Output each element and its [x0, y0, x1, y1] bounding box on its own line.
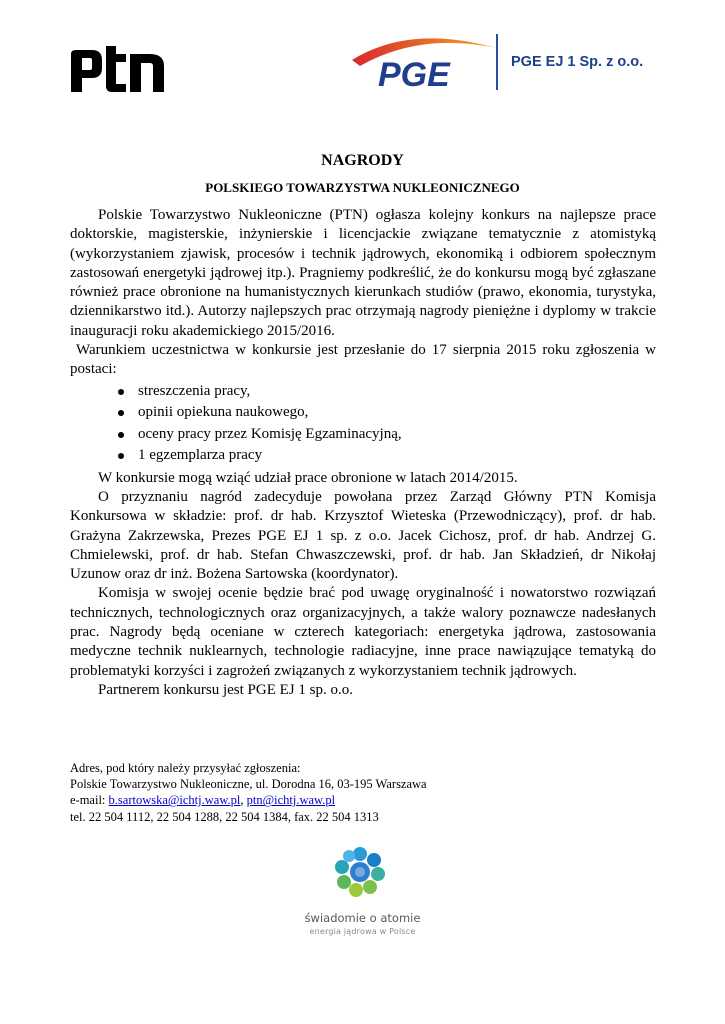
list-item-text: oceny pracy przez Komisję Egzaminacyjną, [138, 425, 402, 442]
ptn-logo [68, 44, 168, 96]
list-item-text: streszczenia pracy, [138, 382, 251, 399]
paragraph-intro: Polskie Towarzystwo Nukleoniczne (PTN) ogłasza kolejny konkurs na najlepsze prace doktorskie, magisterskie, inżynierskie i licencjackie związane tematycznie z atomistyką (wykorzystaniem zjawisk, procesów i technik jądrowych, ekonomiką i odbiorem społecznym zastosowań energetyki jądrowej itp.). Pragniemy podkreślić, że do konkursu mogą być zgłaszane również prace obronione na humanistycznych kierunkach studiów (prawo, ekonomia, turystyka, dziennikarstwo itd.). Autorzy najlepszych prac otrzymają nagrody pieniężne i dyplomy w trakcie inauguracji roku akademickiego 2015/2016. [70, 207, 656, 339]
email-separator: , [240, 793, 247, 808]
bullet-icon [118, 453, 124, 459]
list-item [70, 424, 656, 446]
company-name: PGE EJ 1 Sp. z o.o. [511, 54, 644, 70]
list-item-text: 1 egzemplarza pracy [138, 447, 263, 464]
page-subtitle: POLSKIEGO TOWARZYSTWA NUKLEONICZNEGO [205, 180, 520, 195]
requirements-list [70, 381, 656, 467]
paragraph-eligibility: W konkursie mogą wziąć udział prace obronione w latach 2014/2015. [98, 469, 518, 486]
pge-logo-text: PGE [378, 56, 450, 92]
bullet-icon [118, 389, 124, 395]
footer-logo-name: świadomie o atomie [304, 911, 421, 925]
bullet-icon [118, 432, 124, 438]
ptn-logo-text: PTN [68, 44, 70, 45]
pge-logo [350, 30, 498, 92]
paragraph-partner: Partnerem konkursu jest PGE EJ 1 sp. o.o. [98, 681, 353, 698]
paragraph-conditions: Warunkiem uczestnictwa w konkursie jest przesłanie do 17 sierpnia 2015 roku zgłoszenia w postaci: [70, 342, 656, 378]
email-line [70, 792, 670, 808]
announcement-body [70, 206, 656, 700]
list-item-text: opinii opiekuna naukowego, [138, 404, 309, 421]
contact-address [70, 760, 670, 825]
address-intro: Adres, pod który należy przysyłać zgłoszenia: [70, 761, 301, 775]
list-item [70, 402, 656, 424]
address-line: Polskie Towarzystwo Nukleoniczne, ul. Dorodna 16, 03-195 Warszawa [70, 777, 427, 792]
page-title: NAGRODY [321, 152, 404, 169]
paragraph-committee: O przyznaniu nagród zadecyduje powołana przez Zarząd Główny PTN Komisja Konkursowa w składzie: prof. dr hab. Krzysztof Wieteska (Przewodniczący), prof. dr hab. Grażyna Zakrzewska, Prezes PGE EJ 1 sp. z o.o. Jacek Cichosz, prof. dr hab. Andrzej G. Chmielewski, prof. dr hab. Stefan Chwaszczewski, prof. dr hab. Jan Składzień, dr Nikołaj Uzunow oraz dr inż. Bożena Sartowska (koordynator). [70, 488, 656, 583]
paragraph-criteria: Komisja w swojej ocenie będzie brać pod uwagę oryginalność i nowatorstwo rozwiązań technicznych, technologicznych oraz organizacyjnych, a także walory poznawcze nadesłanych prac. Nagrody będą oceniane w czterech kategoriach: energetyka jądrowa, zastosowania medyczne technik nuklearnych, technologie radiacyjne, inne prace nawiązujące tematyką do problematyki korzyści i zagrożeń związanych z wykorzystaniem technik jądrowych. [70, 585, 656, 679]
email-label: e-mail: [70, 793, 109, 808]
logo-divider [496, 34, 498, 90]
bullet-icon [118, 410, 124, 416]
footer-logo-tagline: energia jądrowa w Polsce [309, 927, 416, 936]
email-link-sartowska[interactable]: b.sartowska@ichtj.waw.pl [108, 793, 241, 808]
email-link-ptn[interactable]: ptn@ichtj.waw.pl [246, 793, 336, 808]
list-item [70, 445, 656, 467]
atom-flower-icon [330, 842, 390, 902]
list-item [70, 381, 656, 403]
phone-line: tel. 22 504 1112, 22 504 1288, 22 504 1384, fax. 22 504 1313 [70, 809, 379, 824]
